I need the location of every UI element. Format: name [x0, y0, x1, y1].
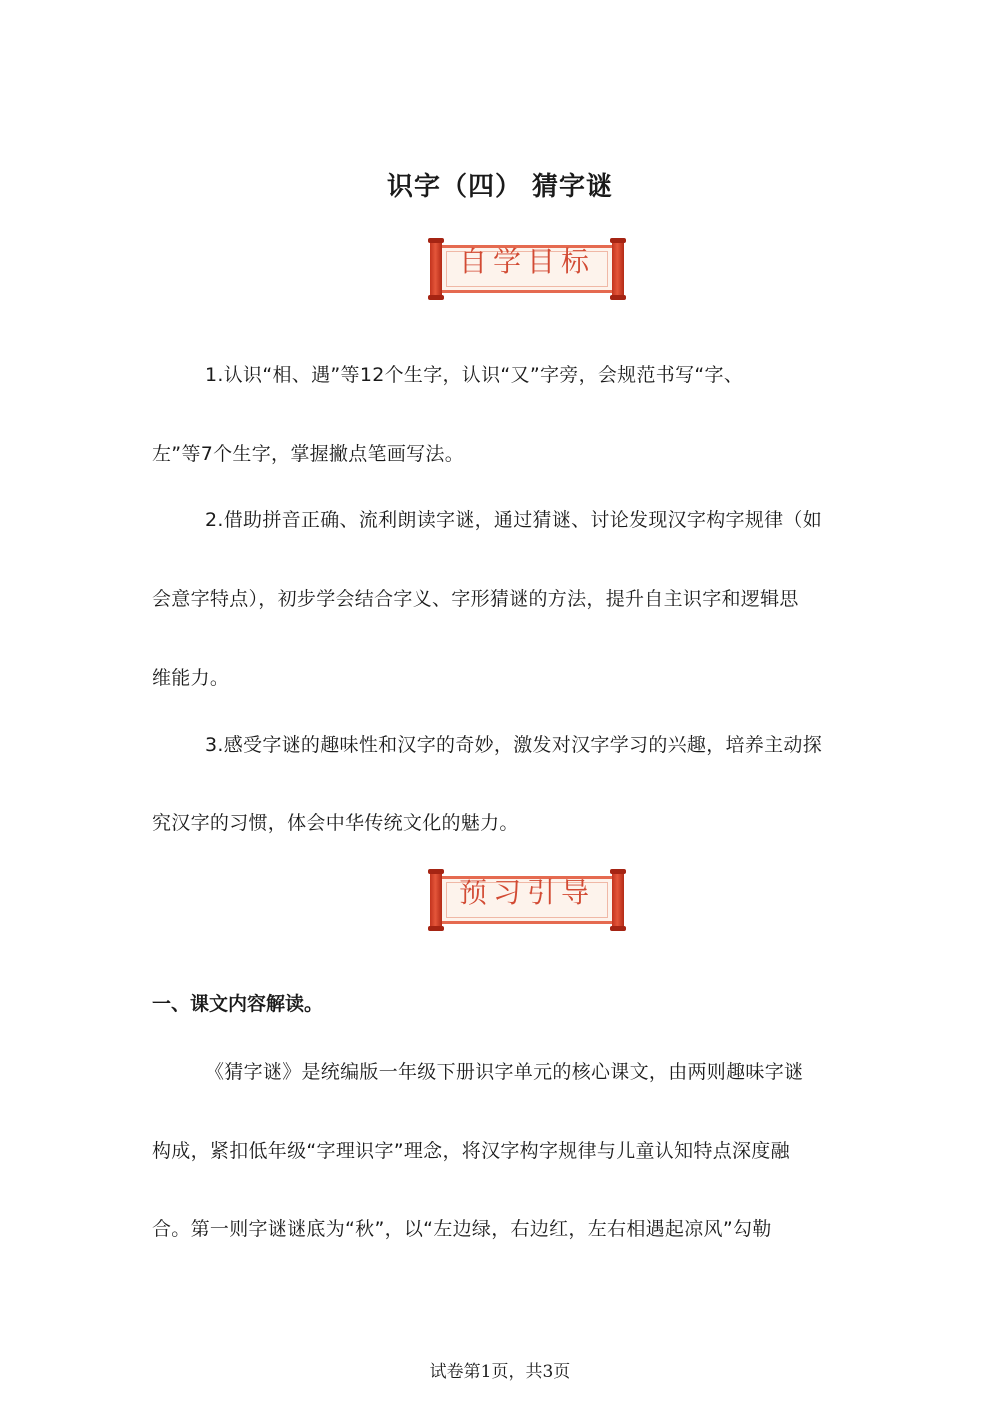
- paragraph-line-3: 合。第一则字谜谜底为“秋”，以“左边绿，右边红，左右相遇起凉风”勾勒: [152, 1218, 772, 1240]
- paragraph-line-1: 《猜字谜》是统编版一年级下册识字单元的核心课文，由两则趣味字谜: [205, 1061, 804, 1083]
- goal-line-5: 维能力。: [152, 667, 230, 689]
- paragraph-line-2: 构成，紧扣低年级“字理识字”理念，将汉字构字规律与儿童认知特点深度融: [152, 1140, 790, 1162]
- goal-line-3: 2.借助拼音正确、流利朗读字谜，通过猜谜、讨论发现汉字构字规律（如: [205, 509, 823, 531]
- page-footer: 试卷第1页，共3页: [429, 1362, 571, 1382]
- goal-line-7: 究汉字的习惯，体会中华传统文化的魅力。: [152, 812, 519, 834]
- goal-line-1: 1.认识“相、遇”等12个生字，认识“又”字旁，会规范书写“字、: [205, 364, 744, 386]
- banner-label: 自学目标: [458, 245, 595, 278]
- section-heading: 一、课文内容解读。: [152, 993, 324, 1015]
- section-banner-self-study-goals: [430, 240, 624, 298]
- goal-line-2: 左”等7个生字，掌握撇点笔画写法。: [152, 443, 465, 465]
- section-banner-preview-guide: [430, 871, 624, 929]
- goal-line-6: 3.感受字谜的趣味性和汉字的奇妙，激发对汉字学习的兴趣，培养主动探: [205, 734, 823, 756]
- banner-label: 预习引导: [458, 876, 595, 909]
- goal-line-4: 会意字特点），初步学会结合字义、字形猜谜的方法，提升自主识字和逻辑思: [152, 588, 799, 610]
- page-title: 识字（四） 猜字谜: [386, 172, 614, 202]
